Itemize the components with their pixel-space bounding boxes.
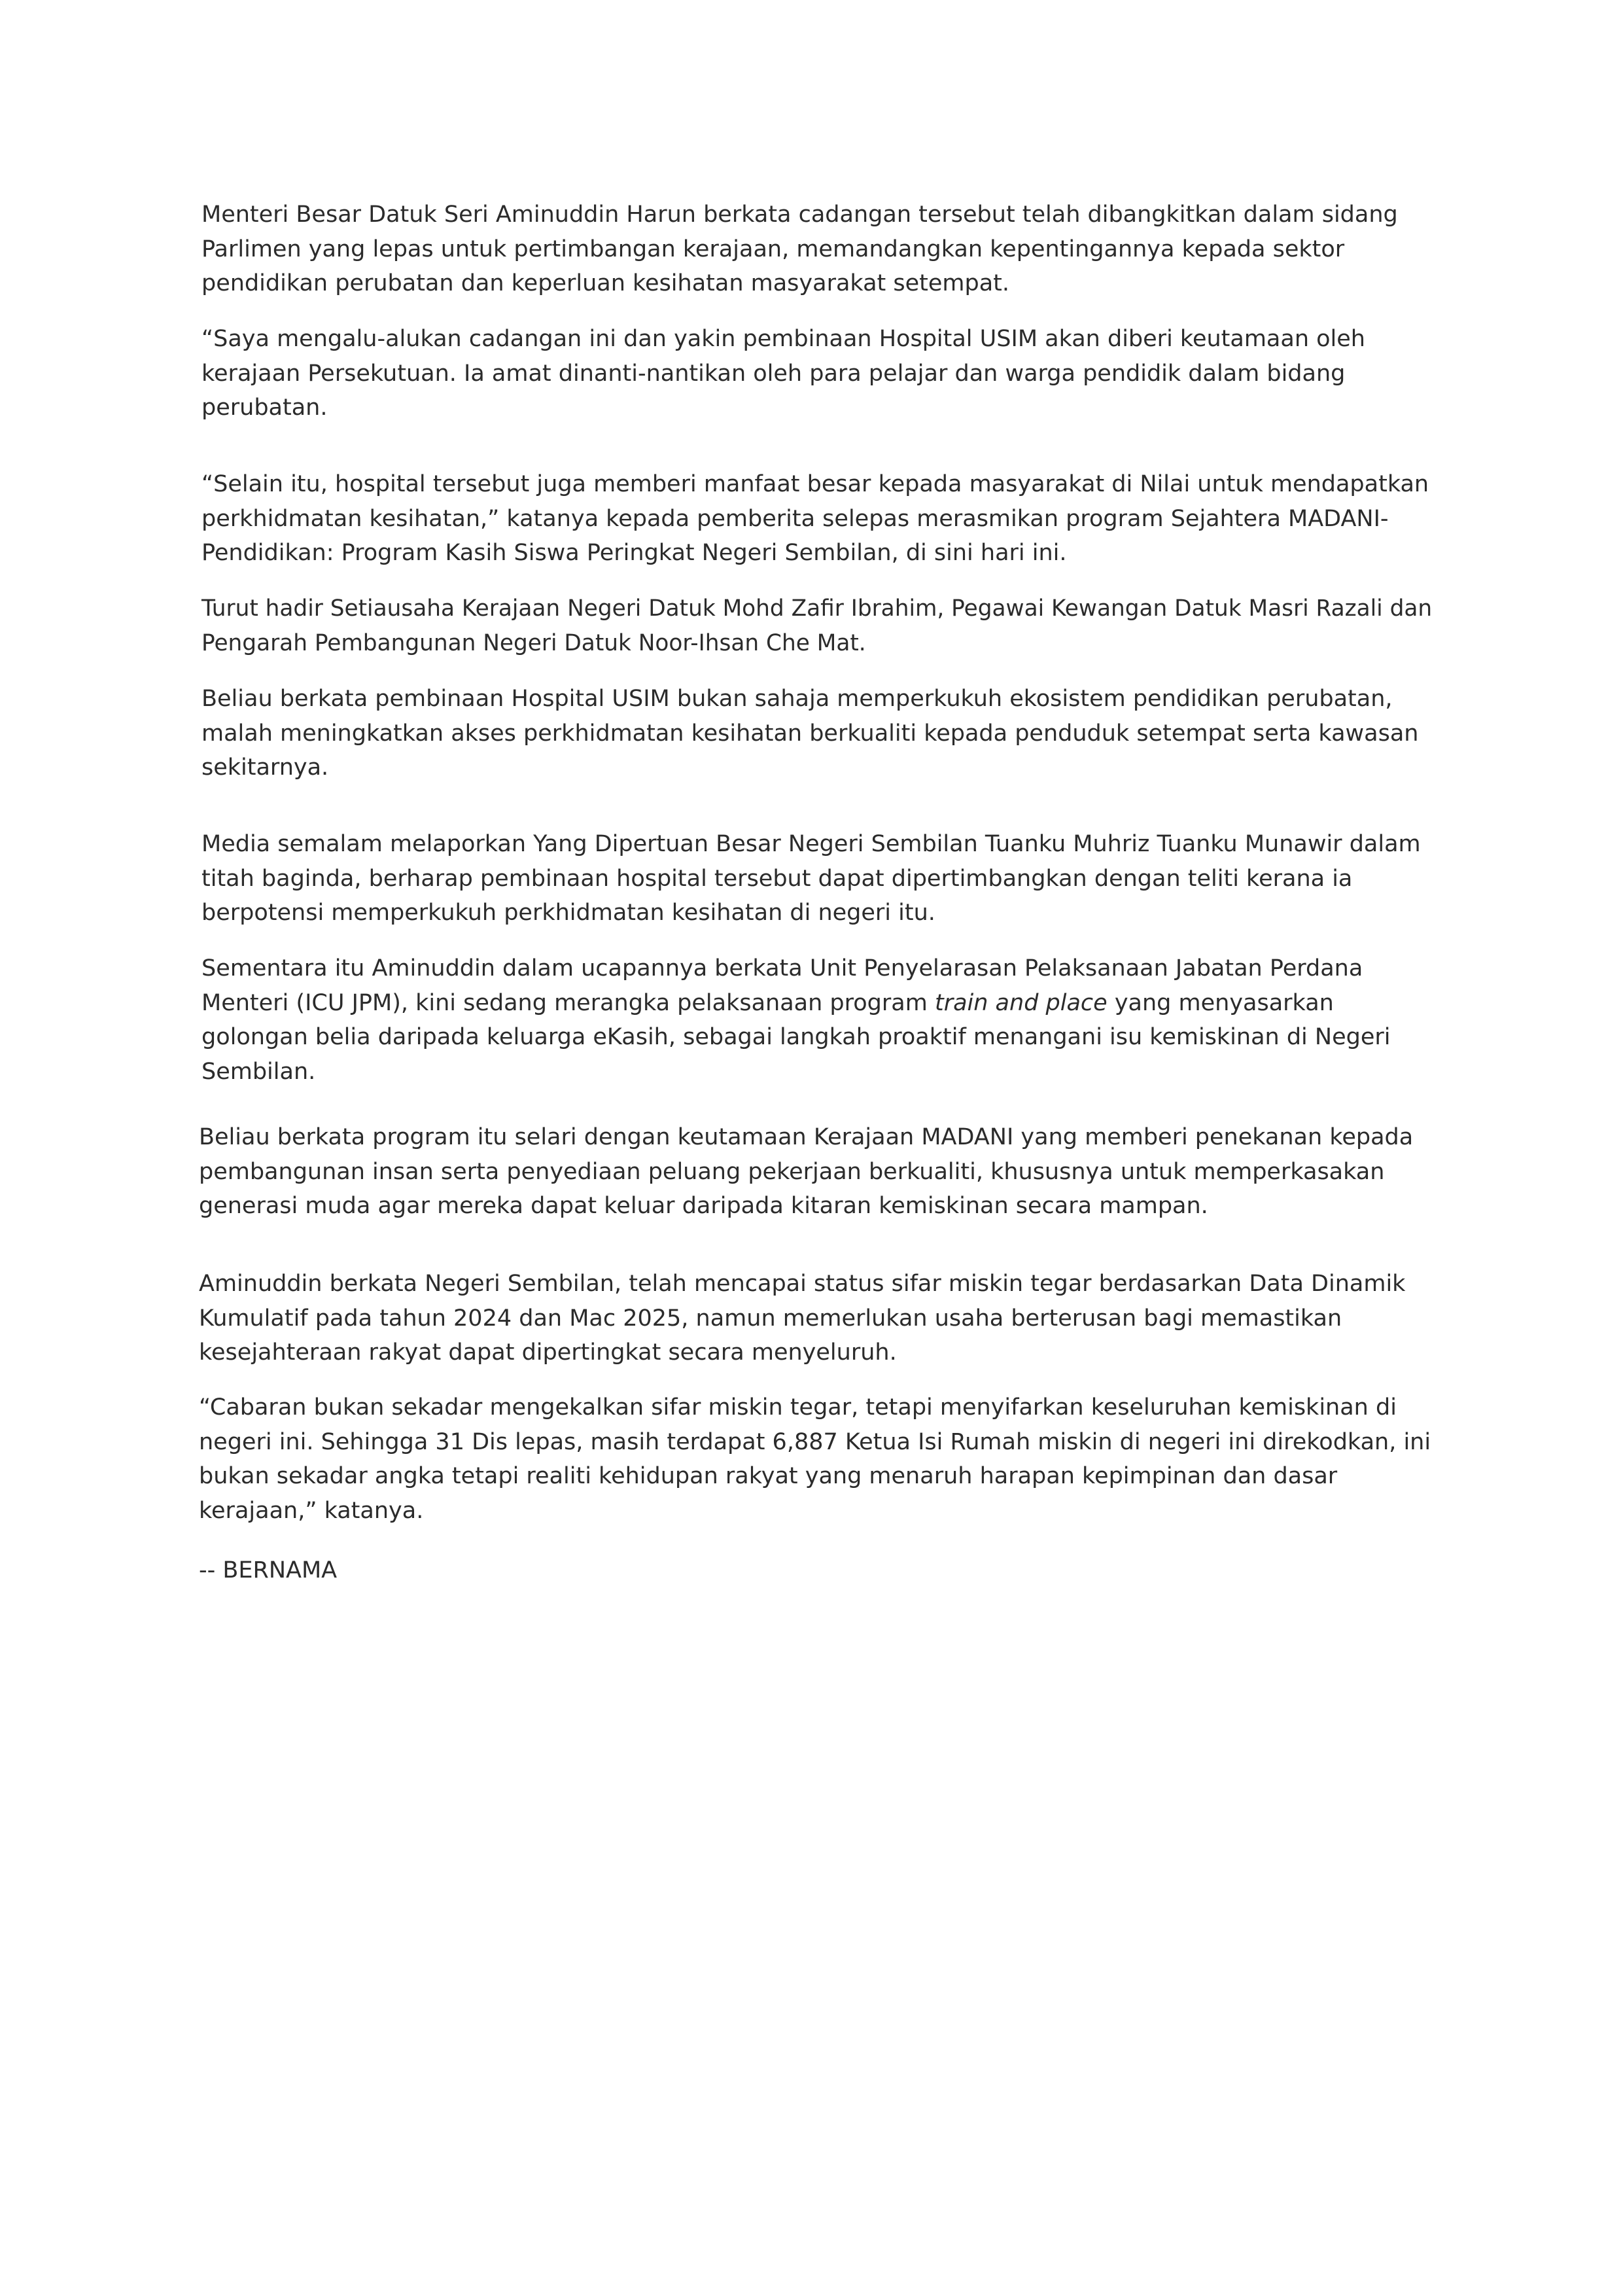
text-line: perubatan. [201,395,328,421]
text-segment: yang menyasarkan [1107,989,1334,1016]
text-line: kerajaan Persekutuan. Ia amat dinanti-nantikan oleh para pelajar dan warga pendidik dalam bidang [201,360,1346,387]
text-line: berpotensi memperkukuh perkhidmatan kesihatan di negeri itu. [201,900,935,926]
text-line: “Cabaran bukan sekadar mengekalkan sifar miskin tegar, tetapi menyifarkan keseluruhan kemiskinan di [199,1394,1397,1421]
byline-source [199,1553,337,1588]
text-line: Aminuddin berkata Negeri Sembilan, telah mencapai status sifar miskin tegar berdasarkan Data Dinamik [199,1271,1406,1297]
text-segment: Menteri (ICU JPM), kini sedang merangka pelaksanaan program [201,989,935,1016]
text-line: pembangunan insan serta penyediaan peluang pekerjaan berkualiti, khususnya untuk memperkasakan [199,1158,1385,1185]
text-line: perkhidmatan kesihatan,” katanya kepada pemberita selepas merasmikan program Sejahtera MADANI- [201,505,1389,532]
paragraph-train-and-place [201,951,1391,1089]
text-line: Beliau berkata pembinaan Hospital USIM bukan sahaja memperkukuh ekosistem pendidikan perubatan, [201,686,1393,712]
text-line: malah meningkatkan akses perkhidmatan kesihatan berkualiti kepada penduduk setempat serta kawasan [201,720,1419,747]
paragraph-titah-baginda [201,827,1421,930]
paragraph-quote-manfaat-nilai [201,467,1429,571]
text-line: generasi muda agar mereka dapat keluar daripada kitaran kemiskinan secara mampan. [199,1193,1208,1219]
text-line: Turut hadir Setiausaha Kerajaan Negeri Datuk Mohd Zafir Ibrahim, Pegawai Kewangan Datuk Masri Razali dan [201,595,1433,622]
text-line: Parlimen yang lepas untuk pertimbangan kerajaan, memandangkan kepentingannya kepada sektor [201,236,1345,262]
source-credit: -- BERNAMA [199,1557,338,1583]
paragraph-quote-hospital-usim [201,322,1365,425]
paragraph-kerajaan-madani [199,1120,1413,1224]
text-line: Sembilan. [201,1058,316,1085]
text-line: “Selain itu, hospital tersebut juga memberi manfaat besar kepada masyarakat di Nilai untuk mendapatkan [201,471,1429,497]
italic-term: train and place [934,989,1108,1016]
paragraph-sifar-miskin-tegar [199,1267,1405,1370]
text-line: Pengarah Pembangunan Negeri Datuk Noor-Ihsan Che Mat. [201,629,866,656]
text-line: “Saya mengalu-alukan cadangan ini dan yakin pembinaan Hospital USIM akan diberi keutamaan oleh [201,326,1365,352]
text-line: Kumulatif pada tahun 2024 dan Mac 2025, namun memerlukan usaha berterusan bagi memastikan [199,1305,1342,1332]
text-line: Menteri Besar Datuk Seri Aminuddin Harun berkata cadangan tersebut telah dibangkitkan dalam sidang [201,202,1398,228]
text-line: Pendidikan: Program Kasih Siswa Peringkat Negeri Sembilan, di sini hari ini. [201,540,1067,566]
text-line: sekitarnya. [201,754,329,781]
paragraph-turut-hadir [201,592,1432,660]
text-line: titah baginda, berharap pembinaan hospital tersebut dapat dipertimbangkan dengan teliti kerana ia [201,865,1353,892]
text-line: golongan belia daripada keluarga eKasih, sebagai langkah proaktif menangani isu kemiskinan di Negeri [201,1024,1391,1050]
text-line: Beliau berkata program itu selari dengan keutamaan Kerajaan MADANI yang memberi penekanan kepada [199,1124,1414,1150]
paragraph-cadangan-parlimen [201,198,1398,301]
text-line: negeri ini. Sehingga 31 Dis lepas, masih terdapat 6,887 Ketua Isi Rumah miskin di negeri ini direkodkan, ini [199,1428,1431,1455]
text-line: Sementara itu Aminuddin dalam ucapannya berkata Unit Penyelarasan Pelaksanaan Jabatan Perdana [201,955,1363,981]
paragraph-quote-cabaran [199,1390,1431,1528]
paragraph-ekosistem-perubatan [201,682,1418,785]
text-line: kesejahteraan rakyat dapat dipertingkat secara menyeluruh. [199,1339,897,1366]
text-line: pendidikan perubatan dan keperluan kesihatan masyarakat setempat. [201,270,1009,296]
text-line: bukan sekadar angka tetapi realiti kehidupan rakyat yang menaruh harapan kepimpinan dan dasar [199,1463,1338,1489]
text-line: Media semalam melaporkan Yang Dipertuan Besar Negeri Sembilan Tuanku Muhriz Tuanku Munawir dalam [201,831,1421,857]
text-line: kerajaan,” katanya. [199,1497,424,1524]
text-line-mixed [201,986,1391,1021]
